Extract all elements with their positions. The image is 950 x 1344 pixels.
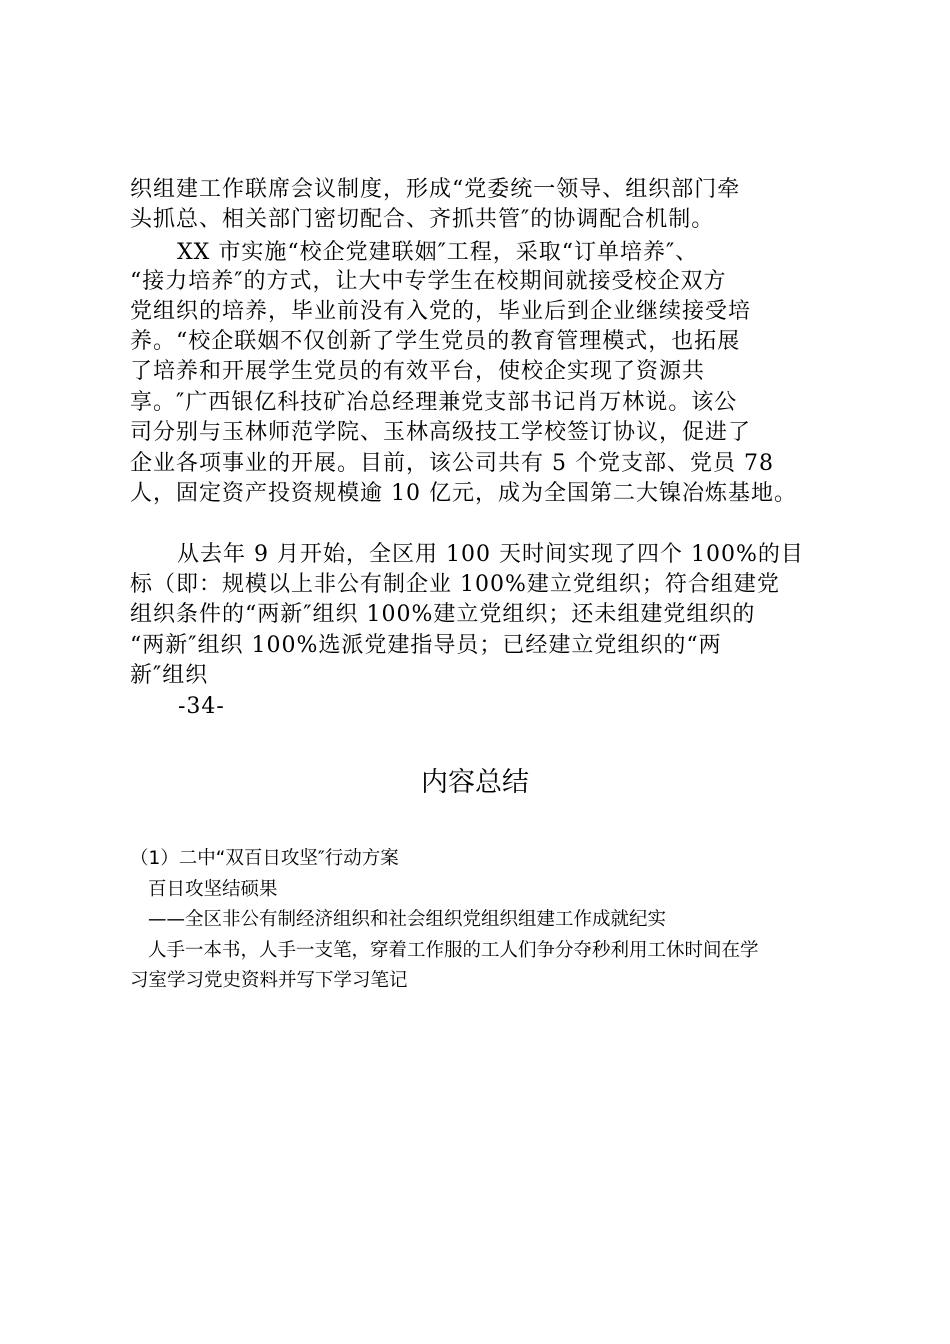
body-line: XX 市实施“校企党建联姻″工程，采取“订单培养″、	[177, 240, 699, 265]
body-line: 享。″广西银亿科技矿冶总经理兼党支部书记肖万林说。该公	[130, 390, 738, 415]
body-line: 党组织的培养，毕业前没有入党的，毕业后到企业继续接受培	[130, 299, 752, 324]
summary-title: 内容总结	[421, 767, 529, 798]
summary-line: （1）二中“双百日攻坚″行动方案	[130, 848, 399, 869]
summary-line: 百日攻坚结硕果	[148, 879, 278, 900]
body-line: “接力培养″的方式，让大中专学生在校期间就接受校企双方	[130, 269, 727, 294]
body-line: 头抓总、相关部门密切配合、齐抓共管″的协调配合机制。	[130, 207, 715, 232]
body-line: “两新″组织 100%选派党建指导员；已经建立党组织的“两	[130, 633, 722, 658]
body-line: 新″组织	[130, 663, 209, 688]
body-line: 织组建工作联席会议制度，形成“党委统一领导、组织部门牵	[130, 177, 741, 202]
body-line: 人，固定资产投资规模逾 10 亿元，成为全国第二大镍冶炼基地。	[130, 481, 797, 506]
body-line: 标（即：规模以上非公有制企业 100%建立党组织；符合组建党	[130, 572, 780, 597]
body-line: 企业各项事业的开展。目前，该公司共有 5 个党支部、党员 78	[130, 451, 774, 476]
body-line: 组织条件的“两新″组织 100%建立党组织；还未组建党组织的	[130, 602, 756, 627]
summary-line: 习室学习党史资料并写下学习笔记	[130, 970, 408, 991]
summary-line: 人手一本书，人手一支笔，穿着工作服的工人们争分夺秒利用工休时间在学	[148, 940, 759, 961]
summary-line: ——全区非公有制经济组织和社会组织党组织组建工作成就纪实	[148, 909, 667, 930]
page-number: -34-	[178, 694, 225, 719]
body-line: 了培养和开展学生党员的有效平台，使校企实现了资源共	[130, 359, 706, 384]
body-line: 从去年 9 月开始，全区用 100 天时间实现了四个 100%的目	[177, 542, 804, 567]
body-line: 养。“校企联姻不仅创新了学生党员的教育管理模式，也拓展	[130, 329, 741, 354]
body-line: 司分别与玉林师范学院、玉林高级技工学校签订协议，促进了	[130, 420, 752, 445]
